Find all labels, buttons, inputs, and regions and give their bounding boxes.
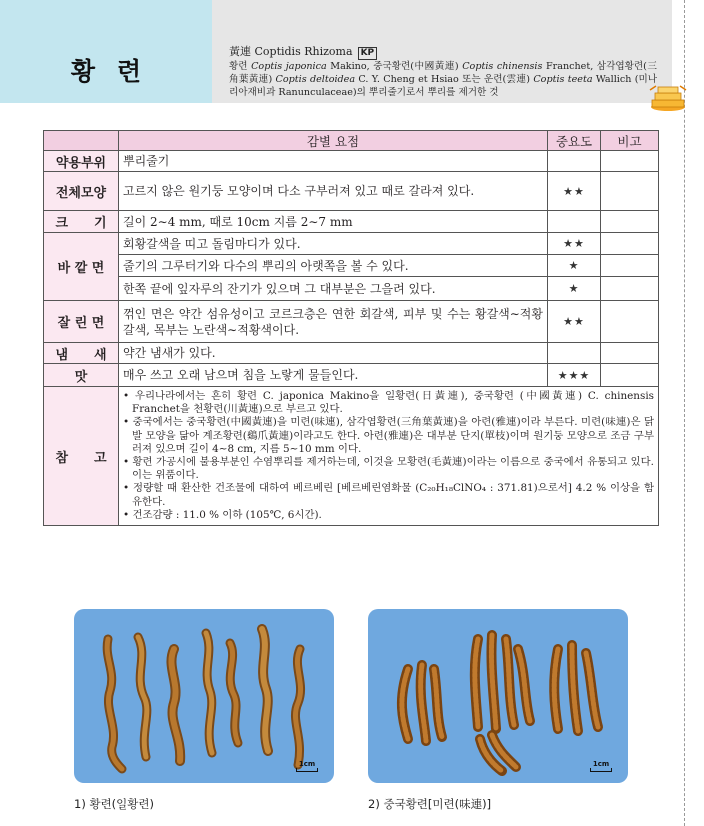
note-cell bbox=[601, 277, 659, 301]
desc-part: 황련 bbox=[229, 61, 252, 72]
row-content: 길이 2∼4 mm, 때로 10cm 지름 2∼7 mm bbox=[119, 211, 548, 233]
scale-bar-line bbox=[296, 768, 318, 772]
note-cell bbox=[601, 343, 659, 364]
importance-stars bbox=[548, 211, 601, 233]
kp-badge: KP bbox=[358, 47, 378, 60]
row-label: 냄 새 bbox=[44, 343, 119, 364]
desc-part: Makino, 중국황련(中國黃連) bbox=[326, 61, 463, 72]
table-header-row bbox=[44, 131, 659, 151]
row-label: 잘 린 면 bbox=[44, 301, 119, 343]
reference-label: 참 고 bbox=[44, 387, 119, 526]
desc-part: Franchet, 삼각엽황련(三角葉黃連) bbox=[229, 61, 657, 85]
table-row bbox=[44, 255, 659, 277]
desc-part: Wallich (미나리아재비과 Ranunculaceae)의 뿌리줄기로서 뿌리를 제거한 것 bbox=[229, 74, 657, 98]
note-cell bbox=[601, 255, 659, 277]
header-note: 비고 bbox=[601, 131, 659, 151]
reference-row bbox=[44, 387, 659, 526]
table-row bbox=[44, 277, 659, 301]
photo-caption: 2) 중국황련[미련(味連)] bbox=[368, 797, 492, 811]
note-cell bbox=[601, 364, 659, 387]
latin-name: 黃連 Coptidis Rhizoma bbox=[229, 45, 353, 58]
importance-stars: ★ bbox=[548, 255, 601, 277]
photo-caption: 1) 황련(일황련) bbox=[74, 797, 154, 811]
importance-stars bbox=[548, 151, 601, 172]
row-content: 줄기의 그루터기와 다수의 뿌리의 아랫쪽을 볼 수 있다. bbox=[119, 255, 548, 277]
importance-stars: ★★ bbox=[548, 172, 601, 211]
importance-stars bbox=[548, 343, 601, 364]
herb-description bbox=[229, 45, 657, 99]
desc-species: Coptis chinensis bbox=[462, 61, 543, 72]
table-row bbox=[44, 364, 659, 387]
note-cell bbox=[601, 151, 659, 172]
importance-stars: ★★ bbox=[548, 233, 601, 255]
table-row bbox=[44, 301, 659, 343]
row-label: 전체모양 bbox=[44, 172, 119, 211]
row-content: 고르지 않은 원기둥 모양이며 다소 구부러져 있고 때로 갈라져 있다. bbox=[119, 172, 548, 211]
row-content: 회황갈색을 띠고 돌림마디가 있다. bbox=[119, 233, 548, 255]
note-cell bbox=[601, 211, 659, 233]
row-label: 크 기 bbox=[44, 211, 119, 233]
row-content: 뿌리줄기 bbox=[119, 151, 548, 172]
importance-stars: ★★★ bbox=[548, 364, 601, 387]
reference-item: • 우리나라에서는 흔히 황련 C. japonica Makino을 일황련(日黃連), 중국황련 (中國黃連) C. chinensis Franchet을 천황련(川黃連)으로 부르고 있다. bbox=[123, 390, 654, 416]
note-cell bbox=[601, 301, 659, 343]
desc-species: Coptis teeta bbox=[533, 74, 593, 85]
table-row bbox=[44, 151, 659, 172]
scale-bar bbox=[590, 760, 612, 772]
row-content: 한쪽 끝에 잎자루의 잔기가 있으며 그 대부분은 그을려 있다. bbox=[119, 277, 548, 301]
note-cell bbox=[601, 172, 659, 211]
page-edge-dashed-line bbox=[684, 0, 685, 826]
scale-bar-line bbox=[590, 768, 612, 772]
row-content: 약간 냄새가 있다. bbox=[119, 343, 548, 364]
table-row bbox=[44, 172, 659, 211]
rhizome-illustration bbox=[74, 609, 334, 783]
row-label: 약용부위 bbox=[44, 151, 119, 172]
photo-chinese-coptis bbox=[368, 609, 628, 783]
row-content: 꺾인 면은 약간 섬유성이고 코르크층은 연한 회갈색, 피부 및 수는 황갈색∼적황갈색, 목부는 노란색∼적황색이다. bbox=[119, 301, 548, 343]
row-label: 맛 bbox=[44, 364, 119, 387]
importance-stars: ★ bbox=[548, 277, 601, 301]
scale-bar bbox=[296, 760, 318, 772]
herb-stack-icon bbox=[648, 82, 688, 112]
header-importance: 중요도 bbox=[548, 131, 601, 151]
desc-part: C. Y. Cheng et Hsiao 또는 운련(雲連) bbox=[355, 74, 534, 85]
desc-species: Coptis japonica bbox=[251, 61, 327, 72]
reference-item: • 황련 가공시에 불용부분인 수염뿌리를 제거하는데, 이것을 모황련(毛黃連)이라는 이름으로 중국에서 유통되고 있다. 이는 위품이다. bbox=[123, 456, 654, 482]
reference-item: • 중국에서는 중국황련(中國黃連)을 미련(味連), 삼각엽황련(三角葉黃連)을 아련(雅連)이라 부른다. 미련(味連)은 닭발 모양을 닮아 계조황련(鷄爪黃連)이라고도 한다. 아련(雅連)은 대부분 단지(單枝)이며 원기둥 모양으로 조금 구부러져 있으며 길이 4∼8 cm, 지름 5∼10 mm 이다. bbox=[123, 416, 654, 456]
header-blank bbox=[44, 131, 119, 151]
header-main: 감별 요점 bbox=[119, 131, 548, 151]
reference-notes bbox=[119, 387, 659, 526]
note-cell bbox=[601, 233, 659, 255]
table-row bbox=[44, 211, 659, 233]
table-row bbox=[44, 343, 659, 364]
row-label: 바 깥 면 bbox=[44, 233, 119, 301]
identification-table bbox=[43, 130, 659, 526]
scale-label: 1cm bbox=[592, 760, 610, 768]
reference-item: • 정량할 때 환산한 건조물에 대하여 베르베린 [베르베린염화물 (C₂₀H₁₈ClNO₄ : 371.81)으로서] 4.2 % 이상을 함유한다. bbox=[123, 482, 654, 508]
scale-label: 1cm bbox=[298, 760, 316, 768]
table-row bbox=[44, 233, 659, 255]
page-title: 황련 bbox=[70, 57, 164, 86]
rhizome-cluster-illustration bbox=[368, 609, 628, 783]
row-content: 매우 쓰고 오래 남으며 침을 노랗게 물들인다. bbox=[119, 364, 548, 387]
desc-species: Coptis deltoidea bbox=[275, 74, 356, 85]
reference-item: • 건조감량 : 11.0 % 이하 (105℃, 6시간). bbox=[123, 509, 654, 522]
importance-stars: ★★ bbox=[548, 301, 601, 343]
photo-japanese-coptis bbox=[74, 609, 334, 783]
